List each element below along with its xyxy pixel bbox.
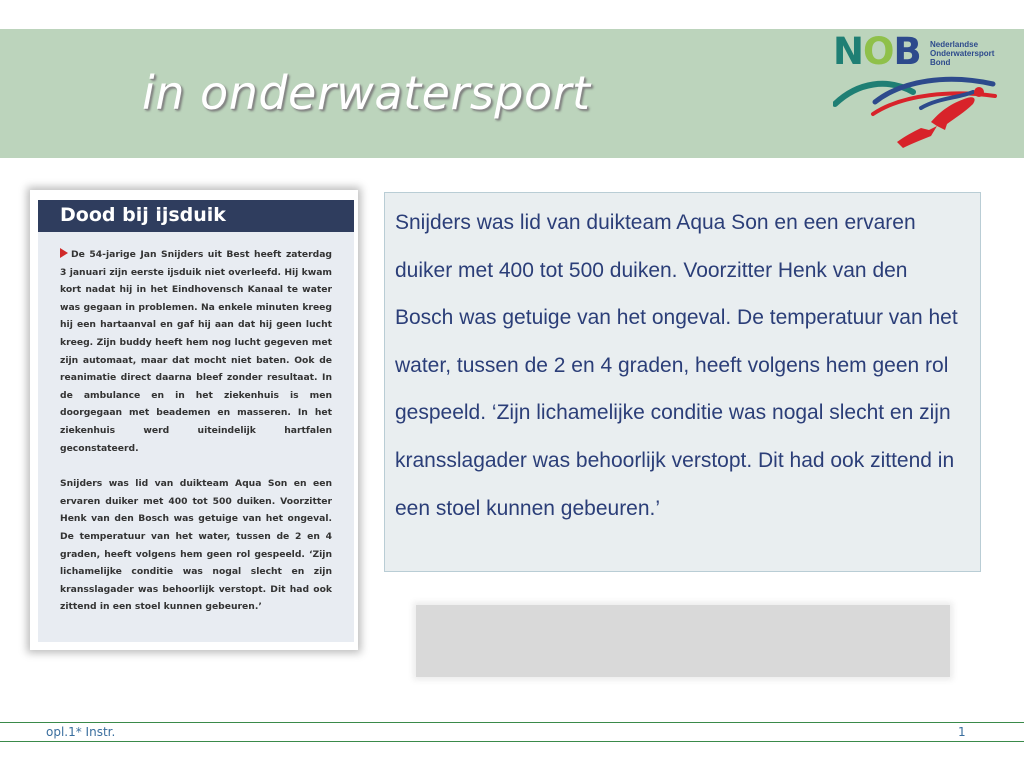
- logo-wordmark: NOB: [833, 30, 921, 73]
- red-arrow-icon: [60, 248, 68, 258]
- footer-divider-top: [0, 722, 1024, 723]
- placeholder-box: [416, 605, 950, 677]
- page-number: 1: [958, 725, 966, 739]
- quote-box: [384, 192, 981, 572]
- article-headline: Dood bij ijsduik: [38, 200, 354, 232]
- footer-divider-bottom: [0, 741, 1024, 742]
- article-paragraph-1: De 54-jarige Jan Snijders uit Best heeft zaterdag 3 januari zijn eerste ijsduik niet overleefd. Hij kwam kort nadat hij in het Eindhovensch Kanaal te water was gegaan in problemen. Na enkele minuten kreeg hij een hartaanval en gaf hij aan dat hij geen lucht kreeg. Zijn buddy heeft hem nog lucht gegeven met zijn automaat, maar dat mocht niet baten. Ook de reanimatie direct daarna bleef zonder resultaat. In de ambulance en in het ziekenhuis is men doorgegaan met beademen en masseren. In het ziekenhuis werd uiteindelijk hartfalen geconstateerd.: [60, 249, 332, 454]
- footer-label: opl.1* Instr.: [46, 725, 116, 739]
- slide-title: in onderwatersport: [142, 66, 591, 120]
- article-body: [38, 200, 354, 642]
- article-clipping: [30, 190, 358, 650]
- logo-line-2: Onderwatersport: [930, 49, 995, 58]
- article-paragraph-2: Snijders was lid van duikteam Aqua Son en een ervaren duiker met 400 tot 500 duiken. Voorzitter Henk van den Bosch was getuige van het ongeval. De temperatuur van het water, tussen de 2 en 4 graden, heeft volgens hem geen rol gespeeld. ‘Zijn lichamelijke conditie was nogal slecht en zijn kransslagader was behoorlijk verstopt. Dit had ook zittend in een stoel kunnen gebeuren.’: [60, 478, 332, 613]
- quote-text: Snijders was lid van duikteam Aqua Son en een ervaren duiker met 400 tot 500 duiken. Voorzitter Henk van den Bosch was getuige van het ongeval. De temperatuur van het water, tussen de 2 en 4 graden, heeft volgens hem geen rol gespeeld. ‘Zijn lichamelijke conditie was nogal slecht en zijn kransslagader was behoorlijk verstopt. Dit had ook zittend in een stoel kunnen gebeuren.’: [395, 211, 958, 520]
- logo-line-1: Nederlandse: [930, 40, 979, 49]
- logo-line-3: Bond: [930, 58, 951, 67]
- nob-logo: [833, 32, 1013, 152]
